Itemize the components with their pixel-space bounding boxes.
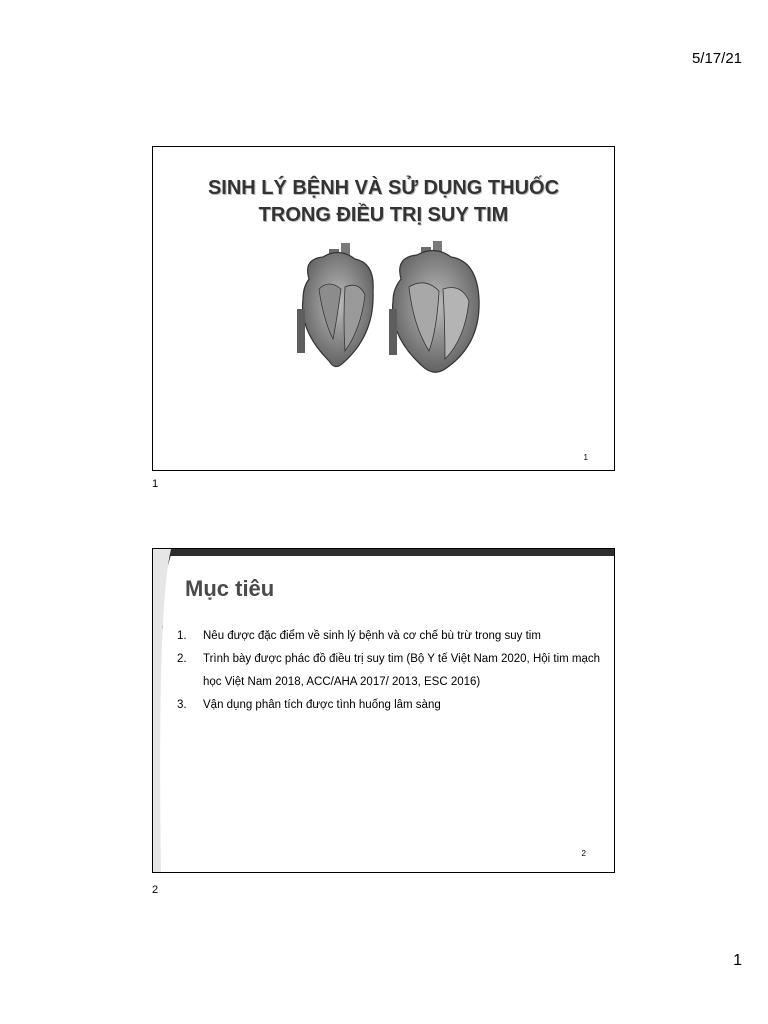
heart-right-icon	[389, 241, 479, 372]
heart-left-icon	[297, 243, 373, 367]
objectives-list	[177, 625, 605, 717]
slide-2-title: Mục tiêu	[185, 576, 275, 601]
slide-2	[152, 548, 615, 873]
page-number: 1	[733, 952, 742, 969]
objective-text: Trình bày được phác đồ điều trị suy tim (Bộ Y tế Việt Nam 2020, Hội tim mạch học Việt Nam 2018, ACC/AHA 2017/ 2013, ESC 2016)	[203, 653, 601, 688]
heart-anatomy-illustration	[289, 239, 489, 381]
list-item	[177, 694, 605, 717]
slide-1-caption: 1	[152, 478, 159, 490]
list-item	[177, 648, 605, 694]
objective-number: 1.	[177, 630, 187, 642]
slide-1-number: 1	[583, 453, 588, 462]
slide-1-title-line-2: TRONG ĐIỀU TRỊ SUY TIM	[258, 204, 509, 226]
objective-text: Nêu được đặc điểm về sinh lý bệnh và cơ chế bù trừ trong suy tim	[203, 630, 541, 642]
slide-2-top-bar	[153, 549, 614, 556]
page-date: 5/17/21	[691, 50, 742, 67]
objective-text: Vận dụng phân tích được tình huống lâm sàng	[203, 699, 441, 711]
objective-number: 2.	[177, 653, 187, 665]
objective-number: 3.	[177, 699, 187, 711]
slide-2-caption: 2	[152, 884, 159, 896]
slide-2-number: 2	[581, 849, 586, 858]
slide-1	[152, 146, 615, 471]
slide-1-title-line-1: SINH LÝ BỆNH VÀ SỬ DỤNG THUỐC	[207, 177, 560, 199]
slide-2-left-decoration	[153, 549, 173, 872]
list-item	[177, 625, 605, 648]
